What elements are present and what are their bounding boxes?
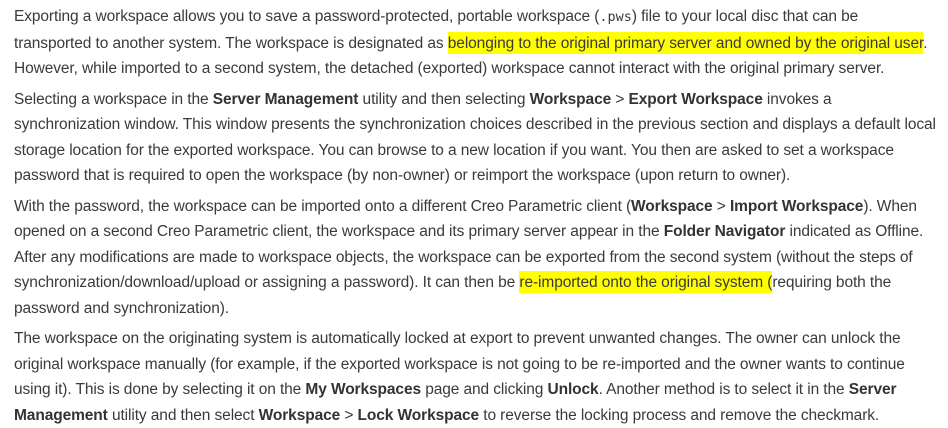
body-text: . However, while imported to a second system, the detached (exported) workspace cannot interact with the original primary server.: [14, 34, 928, 77]
ui-reference-bold-text: Export Workspace: [628, 90, 763, 108]
highlighted-text: belonging to the original primary server and owned by the original user: [448, 32, 923, 54]
body-text: >: [712, 197, 730, 215]
paragraph: [14, 194, 936, 322]
body-text: ) file to your local disc that can be transported to another system. The workspace is designated as: [14, 8, 859, 52]
paragraph: [14, 4, 936, 82]
body-text: to reverse the locking process and remove the checkmark.: [479, 406, 880, 424]
ui-reference-bold-text: Workspace: [631, 197, 713, 215]
highlighted-text: re-imported onto the original system (: [519, 271, 772, 293]
body-text: The workspace on the originating system is automatically locked at export to prevent unwanted changes. The owner can unlock the original workspace manually (for example, if the exported workspace is not going to be re-imported and the owner wants to continue using it). This is done by selecting it on the: [14, 330, 905, 398]
body-text: page and clicking: [421, 381, 548, 398]
body-text: >: [340, 406, 358, 424]
ui-reference-bold-text: Workspace: [529, 90, 612, 108]
ui-reference-bold-text: My Workspaces: [305, 381, 421, 398]
paragraph: [14, 326, 936, 428]
paragraph: [14, 87, 936, 189]
body-text: utility and then select: [107, 406, 259, 424]
body-text: >: [611, 90, 629, 108]
body-text: Exporting a workspace allows you to save a password-protected, portable workspace (: [14, 8, 600, 25]
body-text: requiring both the password and synchronization).: [14, 274, 892, 317]
body-text: invokes a synchronization window. This window presents the synchronization choices described in the previous section and displays a default local storage location for the exported workspace. You can browse to a new location if you want. You then are asked to set a workspace password that is required to open the workspace (by non-owner) or reimport the workspace (upon return to owner).: [14, 90, 936, 184]
ui-reference-bold-text: Server Management: [14, 381, 897, 424]
file-extension-code-text: .pws: [599, 9, 632, 25]
ui-reference-bold-text: Server Management: [212, 90, 359, 108]
ui-reference-bold-text: Workspace: [258, 406, 341, 424]
body-text: Selecting a workspace in the: [14, 90, 213, 108]
ui-reference-bold-text: Unlock: [547, 381, 599, 398]
body-text: ). When opened on a second Creo Parametric client, the workspace and its primary server appear in the: [14, 197, 917, 240]
body-text: utility and then selecting: [358, 90, 530, 108]
ui-reference-bold-text: Folder Navigator: [663, 223, 786, 240]
ui-reference-bold-text: Import Workspace: [729, 197, 864, 215]
body-text: With the password, the workspace can be imported onto a different Creo Parametric client (: [14, 197, 632, 215]
ui-reference-bold-text: Lock Workspace: [357, 406, 480, 424]
body-text: indicated as Offline. After any modifications are made to workspace objects, the workspace can be exported from the second system (without the steps of synchronization/download/upload or assigning a password). It can then be: [14, 223, 924, 291]
body-text: . Another method is to select it in the: [598, 381, 849, 398]
